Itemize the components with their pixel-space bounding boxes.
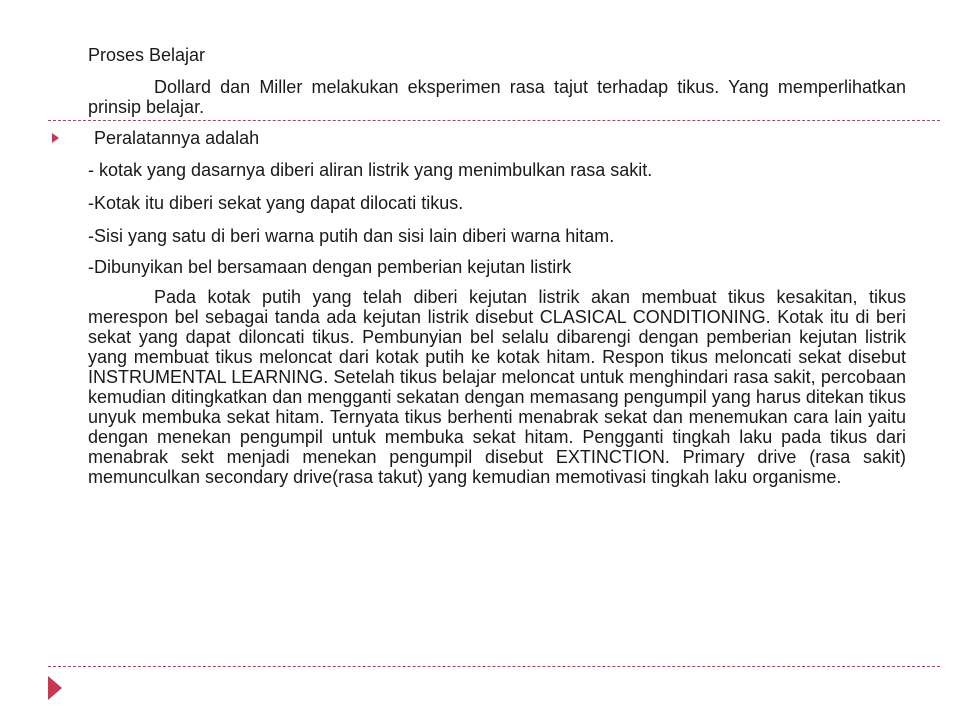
equipment-item: -Dibunyikan bel bersamaan dengan pemberian kejutan listirk [88, 257, 572, 277]
bullet-text: Peralatannya adalah [94, 128, 260, 148]
equipment-item: -Kotak itu diberi sekat yang dapat dilocati tikus. [88, 193, 464, 213]
body-paragraph: Pada kotak putih yang telah diberi kejutan listrik akan membuat tikus kesakitan, tikus merespon bel sebagai tanda ada kejutan listrik disebut CLASICAL CONDITIONING. Kotak itu di beri sekat yang dapat diloncati tikus. Pembunyian bel selalu dibarengi dengan pemberian kejutan listrik yang membuat tikus meloncat dari kotak putih ke kotak hitam. Respon tikus meloncati sekat disebut INSTRUMENTAL LEARNING. Setelah tikus belajar meloncat untuk menghindari rasa sakit, percobaan kemudian ditingkatkan dan mengganti sekatan dengan memasang pengumpil yang harus ditekan tikus unyuk membuka sekat hitam. Ternyata tikus berhenti menabrak sekat dan menemukan cara lain yaitu dengan menekan pengumpil untuk membuka sekat hitam. Pengganti tingkah laku pada tikus dari menabrak sekt menjadi menekan pengumpil disebut EXTINCTION. Primary drive (rasa sakit) memunculkan secondary drive(rasa takut) yang kemudian memotivasi tingkah laku organisme. [88, 287, 906, 487]
slide-title: Proses Belajar [88, 45, 206, 65]
top-divider [48, 120, 940, 121]
intro-paragraph: Dollard dan Miller melakukan eksperimen rasa tajut terhadap tikus. Yang memperlihatkan prinsip belajar. [88, 77, 906, 117]
equipment-item: -Sisi yang satu di beri warna putih dan sisi lain diberi warna hitam. [88, 226, 615, 246]
play-triangle-icon[interactable] [48, 676, 62, 700]
triangle-bullet-icon [52, 133, 59, 143]
bottom-divider [48, 666, 940, 667]
equipment-item: - kotak yang dasarnya diberi aliran listrik yang menimbulkan rasa sakit. [88, 160, 653, 180]
